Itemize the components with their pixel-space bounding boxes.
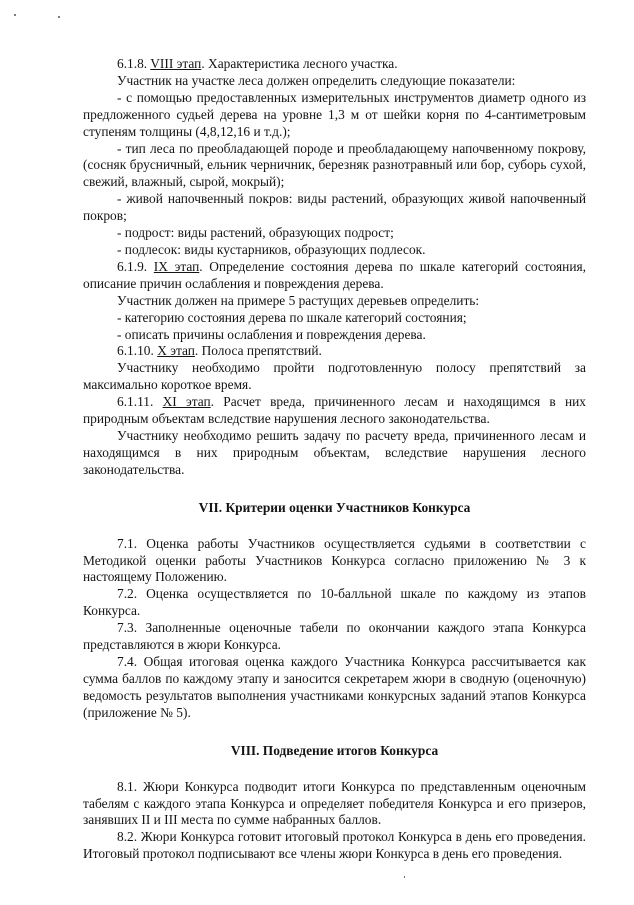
section-6-1-10-text: Участнику необходимо пройти подготовленную полосу препятствий за максимально короткое время. <box>83 360 586 393</box>
list-item: - с помощью предоставленных измерительных инструментов диаметр одного из предложенного судьей дерева на уровне 1,3 м от шейки корня по 4-сантиметровым ступеням толщины (4,8,12,16 и т.д.); <box>83 89 586 139</box>
section-6-1-9-heading: 6.1.9. IX этап. Определение состояния дерева по шкале категорий состояния, описание причин ослабления и повреждения дерева. <box>83 258 586 291</box>
scan-speck <box>58 16 60 18</box>
scan-speck <box>404 876 405 878</box>
scan-speck <box>14 14 16 16</box>
chapter-8-heading: VIII. Подведение итогов Конкурса <box>230 742 439 758</box>
list-item: - тип леса по преобладающей породе и преобладающему напочвенному покрову, (сосняк брусничный, ельник черничник, березняк разнотравный или бор, суборь сухой, свежий, влажный, сырой, мокрый); <box>83 140 586 190</box>
paragraph-7-4: 7.4. Общая итоговая оценка каждого Участника Конкурса рассчитывается как сумма баллов по каждому этапу и заносится секретарем жюри в сводную (оценочную) ведомость результатов выполнения участниками конкурсных заданий этапов Конкурса (приложение № 5). <box>83 654 586 720</box>
list-item: - живой напочвенный покров: виды растений, образующих живой напочвенный покров; <box>83 191 586 224</box>
section-6-1-9-intro: Участник должен на примере 5 растущих деревьев определить: <box>117 292 480 308</box>
paragraph-8-1: 8.1. Жюри Конкурса подводит итоги Конкурса по представленным оценочным табелям с каждого этапа Конкурса и определяет победителя Конкурса и его призеров, занявших II и III места по сумме набранных баллов. <box>83 778 586 828</box>
section-6-1-10-heading: 6.1.10. X этап. Полоса препятствий. <box>117 343 322 359</box>
section-6-1-8-intro: Участник на участке леса должен определить следующие показатели: <box>117 72 516 88</box>
paragraph-7-3: 7.3. Заполненные оценочные табели по окончании каждого этапа Конкурса представляются в жюри Конкурса. <box>83 620 586 653</box>
section-6-1-8-heading: 6.1.8. VIII этап. Характеристика лесного участка. <box>117 56 398 71</box>
paragraph-8-2: 8.2. Жюри Конкурса готовит итоговый протокол Конкурса в день его проведения. Итоговый протокол подписывают все члены жюри Конкурса в день его проведения. <box>83 829 586 862</box>
list-item: - подрост: виды растений, образующих подрост; <box>117 225 394 241</box>
list-item: - категорию состояния дерева по шкале категорий состояния; <box>117 309 467 325</box>
list-item: - подлесок: виды кустарников, образующих подлесок. <box>117 241 426 257</box>
list-item: - описать причины ослабления и повреждения дерева. <box>117 326 426 342</box>
chapter-7-heading: VII. Критерии оценки Участников Конкурса <box>198 499 471 515</box>
section-6-1-11-text: Участнику необходимо решить задачу по расчету вреда, причиненного лесам и находящимся в них природным объектам, вследствие нарушения лесного законодательства. <box>83 427 586 477</box>
document-body <box>83 56 586 863</box>
paragraph-7-1: 7.1. Оценка работы Участников осуществляется судьями в соответствии с Методикой оценки работы Участников Конкурса согласно приложению № 3 к настоящему Положению. <box>83 535 586 585</box>
section-6-1-11-heading: 6.1.11. XI этап. Расчет вреда, причиненного лесам и находящимся в них природным объектам вследствие нарушения лесного законодательства. <box>83 394 586 427</box>
paragraph-7-2: 7.2. Оценка осуществляется по 10-балльной шкале по каждому из этапов Конкурса. <box>83 586 586 619</box>
